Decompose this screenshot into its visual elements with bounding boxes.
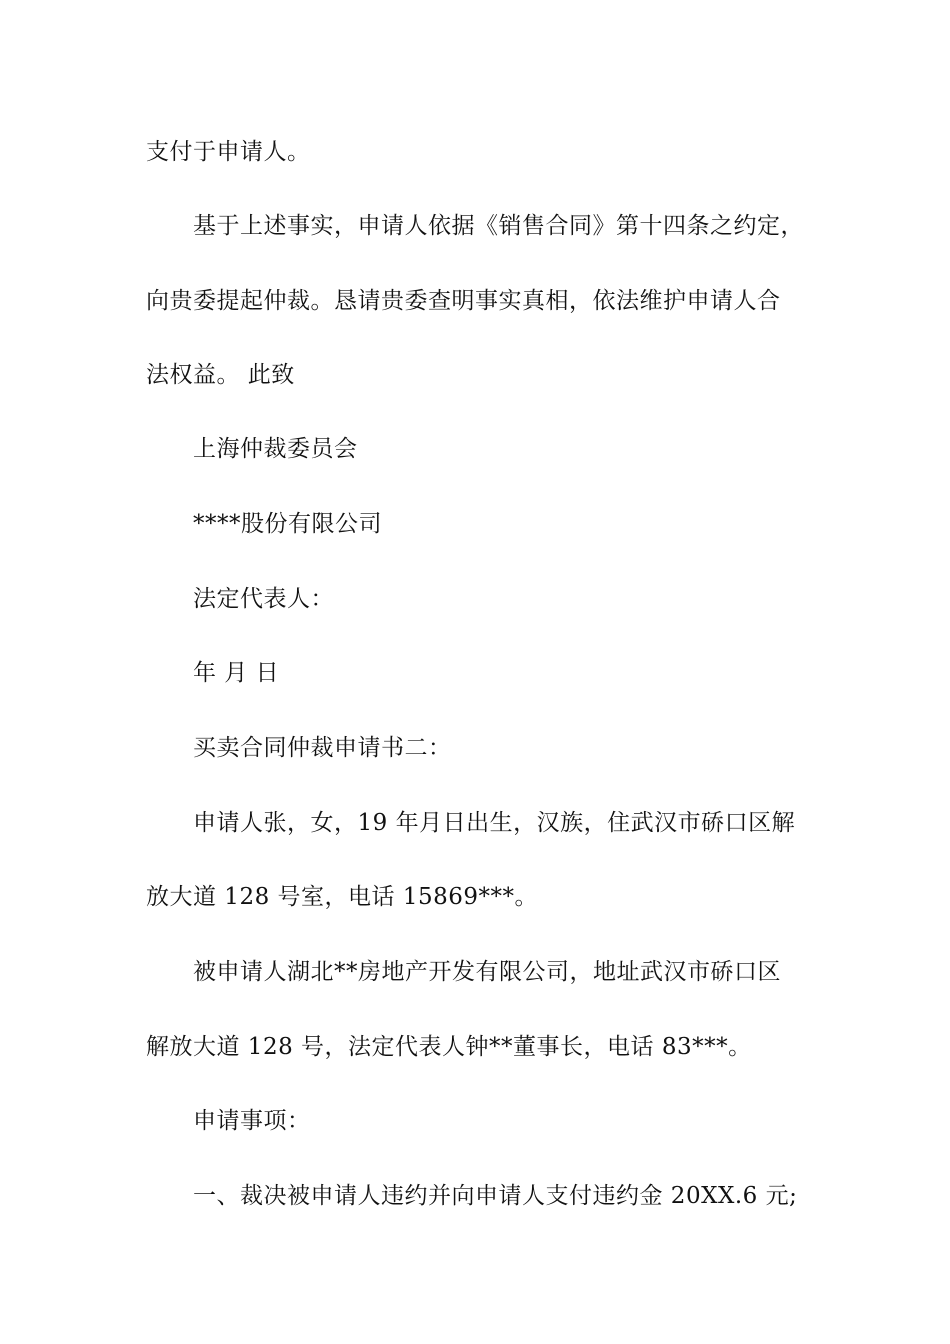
text-line: 上海仲裁委员会 bbox=[193, 436, 358, 462]
text-line: 向贵委提起仲裁。恳请贵委查明事实真相，依法维护申请人合 bbox=[146, 288, 781, 314]
text-line: 年 月 日 bbox=[193, 660, 280, 686]
text-line: 被申请人湖北**房地产开发有限公司，地址武汉市硚口区 bbox=[193, 959, 781, 985]
section-heading: 买卖合同仲裁申请书二： bbox=[193, 735, 452, 761]
text-line: 放大道 128 号室，电话 15869***。 bbox=[146, 884, 538, 910]
text-line: 法权益。 此致 bbox=[146, 362, 295, 388]
text-line: 基于上述事实，申请人依据《销售合同》第十四条之约定， bbox=[193, 213, 804, 239]
text-line: 一、裁决被申请人违约并向申请人支付违约金 20XX.6 元; bbox=[193, 1183, 798, 1209]
text-line: 解放大道 128 号，法定代表人钟**董事长，电话 83***。 bbox=[146, 1034, 752, 1060]
text-line: 支付于申请人。 bbox=[146, 139, 311, 165]
text-line: ****股份有限公司 bbox=[193, 511, 382, 537]
text-line: 法定代表人： bbox=[193, 586, 334, 612]
text-line: 申请事项： bbox=[193, 1108, 311, 1134]
text-line: 申请人张，女，19 年月日出生，汉族，住武汉市硚口区解 bbox=[193, 810, 796, 836]
